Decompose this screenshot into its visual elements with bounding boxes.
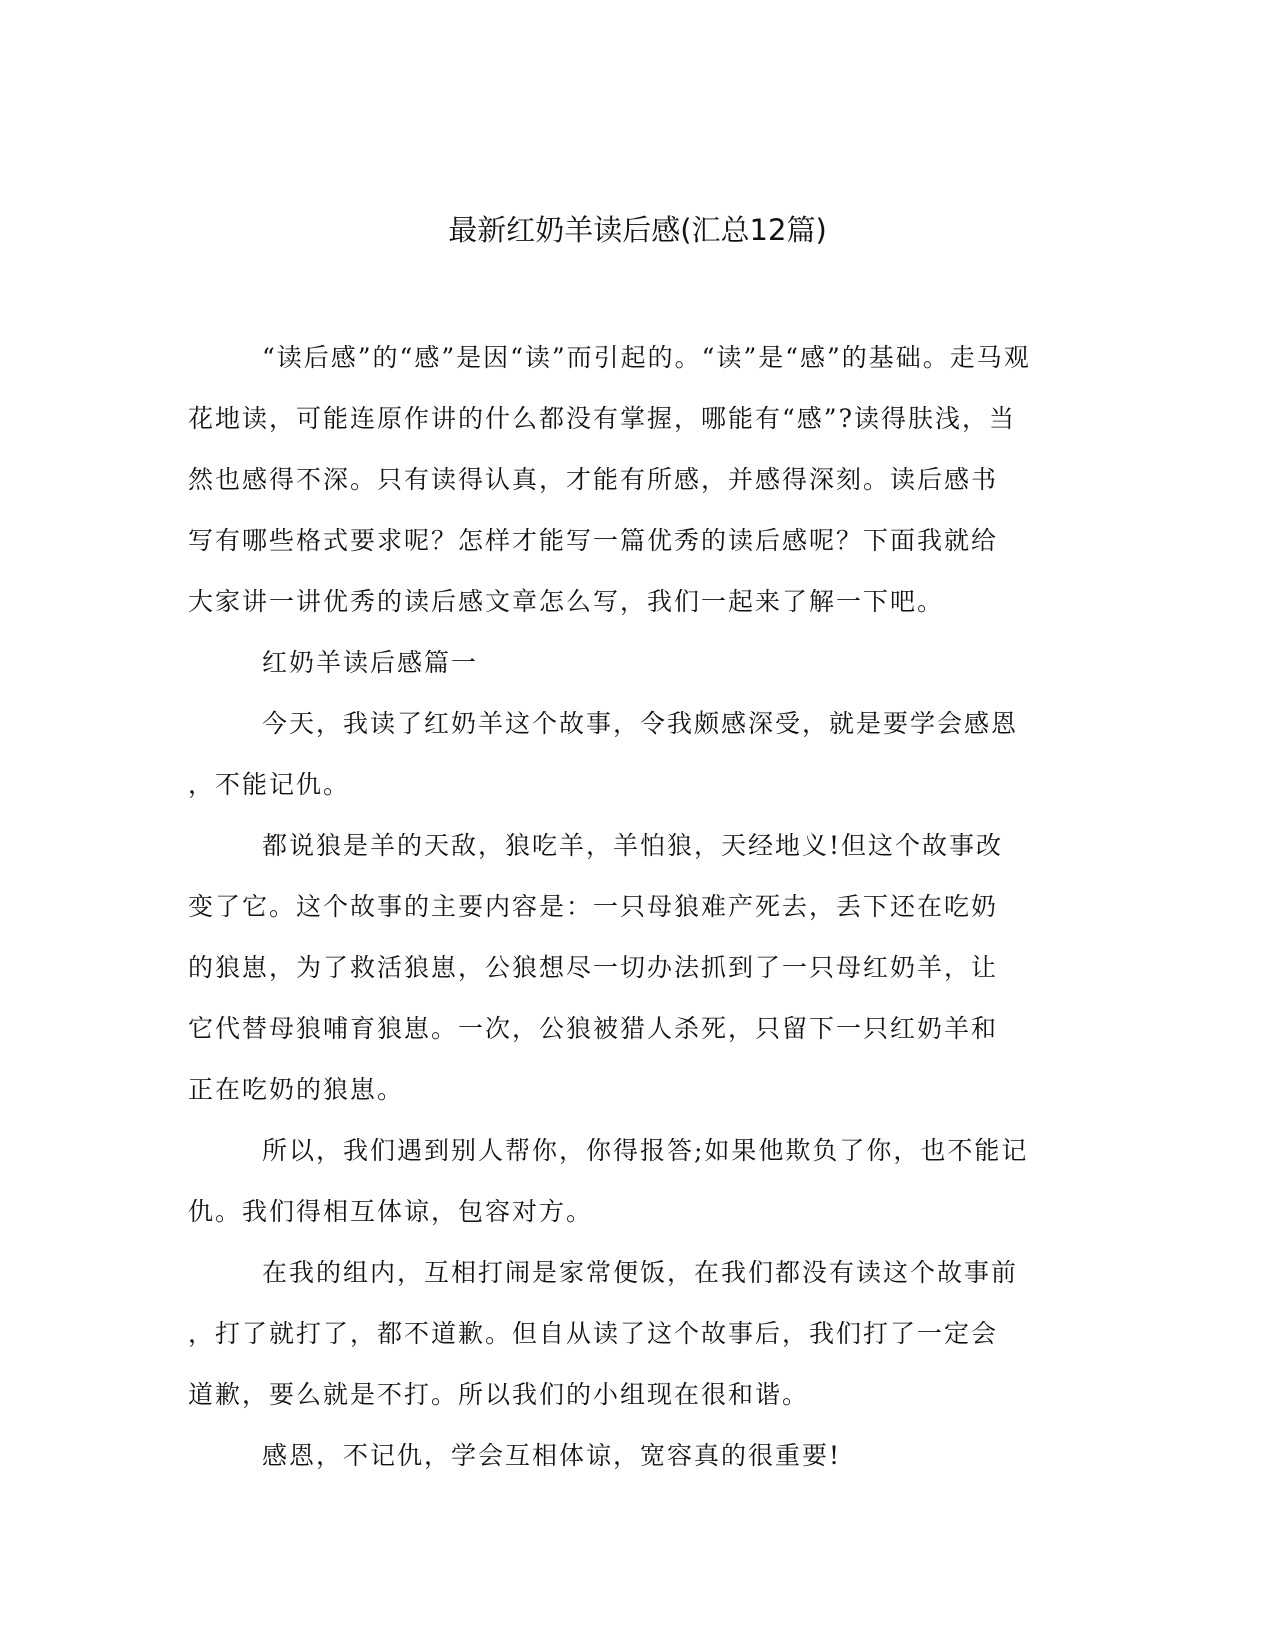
text-line: 在我的组内，互相打闹是家常便饭，在我们都没有读这个故事前	[262, 1258, 1019, 1287]
text-line: 然也感得不深。只有读得认真，才能有所感，并感得深刻。读后感书	[188, 465, 999, 494]
text-line: 变了它。这个故事的主要内容是：一只母狼难产死去，丢下还在吃奶	[188, 892, 999, 921]
text-line: 感恩，不记仇，学会互相体谅，宽容真的很重要!	[262, 1441, 842, 1470]
text-line: “读后感”的“感”是因“读”而引起的。“读”是“感”的基础。走马观	[262, 343, 1031, 372]
text-line: 大家讲一讲优秀的读后感文章怎么写，我们一起来了解一下吧。	[188, 587, 945, 616]
text-line: 仇。我们得相互体谅，包容对方。	[188, 1197, 594, 1226]
text-line: 所以，我们遇到别人帮你，你得报答;如果他欺负了你，也不能记	[262, 1136, 1029, 1165]
text-line: 的狼崽，为了救活狼崽，公狼想尽一切办法抓到了一只母红奶羊，让	[188, 953, 999, 982]
document-title: 最新红奶羊读后感(汇总12篇)	[448, 213, 827, 247]
text-line: 红奶羊读后感篇一	[262, 648, 479, 677]
text-line: ，不能记仇。	[188, 770, 351, 799]
text-line: 道歉，要么就是不打。所以我们的小组现在很和谐。	[188, 1380, 810, 1409]
text-line: 正在吃奶的狼崽。	[188, 1075, 405, 1104]
text-line: ，打了就打了，都不道歉。但自从读了这个故事后，我们打了一定会	[188, 1319, 999, 1348]
text-line: 今天，我读了红奶羊这个故事，令我颇感深受，就是要学会感恩	[262, 709, 1019, 738]
document-body	[188, 327, 1088, 1486]
text-line: 花地读，可能连原作讲的什么都没有掌握，哪能有“感”?读得肤浅，当	[188, 404, 1016, 433]
text-line: 它代替母狼哺育狼崽。一次，公狼被猎人杀死，只留下一只红奶羊和	[188, 1014, 999, 1043]
text-line: 写有哪些格式要求呢？怎样才能写一篇优秀的读后感呢？下面我就给	[188, 526, 999, 555]
text-line: 都说狼是羊的天敌，狼吃羊，羊怕狼，天经地义!但这个故事改	[262, 831, 1004, 860]
